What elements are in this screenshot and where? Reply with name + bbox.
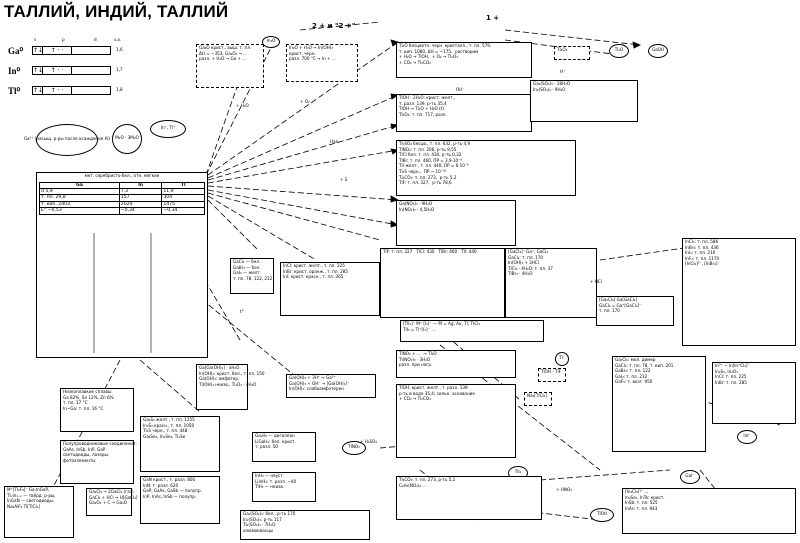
orbital-d-cell — [71, 66, 111, 75]
indium-halides-box: InCl: крист. желт., т. пл. 225 InBr: крист. оранж., т. пл. 285 InI: крист. красн., т. пл. 365 — [280, 262, 380, 316]
ga2o-box: Ga₂O крист., выш. т. пл. ΔH = −353, Ga₂O₃ → ... разл. + H₂O → Ga + ... — [196, 44, 264, 88]
metal-caption: мет. серебристо-бел., отн. мягкие — [84, 174, 160, 179]
cell: E° −0,53 — [40, 208, 120, 214]
tloh-circle: TlOH — [590, 508, 614, 522]
ga2s3-box: Ga₂S₃ желт., т. пл. 1255 In₂S₃ красн., т. пл. 1050 Tl₂S черн., т. пл. 448 Ga₂Se₃, In₂Se₃, Tl₂Se — [140, 416, 220, 472]
line-label-hno3: + HNO₃ — [556, 488, 572, 493]
cell: −0,34 — [162, 208, 205, 214]
col-ga: Ga — [40, 182, 120, 188]
ga3-solution-circle: Ga³⁺ (насыщ. р-ры после осаждения Al) — [36, 124, 98, 156]
orbital-s-cell: ↑↓ — [33, 67, 44, 74]
tl-reactions-box: [TlI₄]⁻ M⁺ [I₃]⁻ — M = Ag, Au, Tl; TlCl₃ TlI₃ = Tl⁺[I₃]⁻ ... — [400, 320, 544, 342]
orbital-d-cell — [71, 46, 111, 55]
ga-compounds-mid-box: Ga[Ga(OH)₄] · xH₂O In(OH)₃: крист. бел., т. пл. 150 Ga(OH)₃: амфотер. Tl(OH)₃ неизв., Tl₂O₃ · xH₂O — [196, 364, 248, 410]
tl2o-circle: Tl₂O — [609, 44, 629, 58]
orbital-s-cell: ↑↓ — [33, 47, 44, 54]
tloh-box: TlOH · 2H₂O: крист. желт., т. разл. 139, р-ть 35,4 TlOH → Tl₂O + H₂O (t) Tl₂O₃: т. пл. 717, разл. — [396, 94, 532, 132]
cell: d 5,9 — [40, 189, 120, 195]
line-label-halogen: Hal₂ — [330, 140, 339, 145]
line-label-hcl: + HCl — [590, 280, 602, 285]
element-tl-config — [32, 86, 110, 95]
line-label-base: OH⁻ — [456, 88, 465, 93]
line-label-h2so4: + H₂SO₄ — [360, 440, 378, 445]
line-label-sulfur: + S — [340, 178, 348, 183]
element-in-value: 1,7 — [116, 68, 123, 73]
col-in: In — [119, 182, 162, 188]
element-in-config — [32, 66, 110, 75]
in-tl-hydride-box: InH₃ — неуст. LiInH₄: т. разл. −40 TlH₃ — неизв. — [252, 472, 316, 502]
cell: т. кип. 2403 — [40, 201, 120, 207]
metal-properties-table — [36, 172, 208, 358]
tlno3-circle: TlNO₃ — [342, 441, 366, 455]
tl3-halides-box: [GaCl₄]⁻ Ga⁺, GaCl₂ GaCl₂: т. пл. 170 In(OH)₃ + 3HCl TlCl₃ · 4H₂O: т. пл. 37 TlBr₃ · 4H₂O — [505, 248, 597, 318]
config-header-s: s — [34, 38, 37, 43]
config-header-p: p — [62, 38, 65, 43]
orbital-p-cell: ↑ · · — [42, 86, 72, 95]
in-tl-ion-circle: In⁺, Tl⁺ — [150, 120, 186, 138]
thallium-salts-box: Tl₂SO₄ бесцв., т. пл. 632, р-ть 4,9 TlNO₃: т. пл. 206, р-ть 9,55 TlCl бел. т. пл. 430, р-ть 0,32 TlBr: т. пл. 460, ПР = 3,9·10⁻⁶ TlI желт., т. пл. 440, ПР = 6·10⁻⁸ Tl₂S черн., ПР ~ 10⁻²⁰ Tl₂CO₃: т. пл. 273, р-ть 5,2 TlF: т. пл. 327, р-ть 78,6 — [396, 140, 576, 196]
sulfate-right-box: Ga₂(SO₄)₃ · 18H₂O In₂(SO₄)₃ · 9H₂O — [530, 80, 638, 122]
oxidation-state-1-label: 1 + — [486, 14, 500, 22]
orbital-p-cell: ↑ · · — [42, 46, 72, 55]
page-title: ТАЛЛИЙ, ИНДИЙ, ТАЛЛИЙ — [4, 2, 229, 21]
orbital-s-cell: ↑↓ — [33, 87, 44, 94]
tl-minus-circle: Tl⁻ — [555, 352, 569, 366]
alloys-box: Низкоплавкие сплавы: Ga 82%, Sn 12%, Zn 6% т. пл. 17 °C In−Ga: т. пл. 16 °C — [60, 388, 134, 432]
indium-mixed-box: In³⁺ − In[In⁺Cl₄]⁻ In₂S₃, In₂O₃ InCl: т. пл. 225 InBr: т. пл. 285 — [712, 362, 796, 424]
cell: −0,34 — [119, 208, 162, 214]
cell: 7,3 — [119, 189, 162, 195]
gallane-box: Ga₂H₆ — дигаллан LiGaH₄: бел. крист. т. разл. 50 — [252, 432, 316, 462]
cell: 1475 — [162, 201, 205, 207]
ga-no3-box: Ga(NO₃)₃ · 9H₂O In(NO₃)₃ · 4,5H₂O — [396, 200, 516, 246]
col-tl: Tl — [162, 182, 205, 188]
indium-trihalides-box: InCl₃: т. пл. 586 InBr₃: т. пл. 436 InI₃: т. пл. 210 InF₃: т. пл. 1170 [InCl₆]³⁻, [InBr₄]⁻ — [682, 238, 796, 346]
tl-nitrate-box: TlNO₃ + ... → Tl₂O Tl(NO₃)₃ · 3H₂O разл. при нагр. — [396, 350, 516, 378]
tl2co3-box: Tl₂CO₃: т. пл. 273, р-ть 5,2 C₂H₅(NO₂)₂ … — [396, 476, 542, 520]
element-ga-value: 1,6 — [116, 48, 123, 53]
inl-circle: InI⁻ — [737, 430, 757, 444]
gaoh-circle: GaOH — [648, 44, 668, 58]
tloh-lower-box: TlOH: крист. желт., т. разл. 139 р-ть в воде 35,4; сильн. основание + CO₂ → Tl₂CO₃ — [396, 384, 516, 458]
tli2-circle: TlI₂ — [508, 466, 528, 480]
tioh-top-box: TlOH · TlF — [538, 368, 566, 382]
in2o-circle: In₂O — [262, 36, 280, 48]
indium-chalcogenides-box: [In₂Cl₉]³⁻ ... In₂Se₃, InTe: крист. InSb: т. пл. 525 InAs: т. пл. 943 — [622, 488, 796, 534]
config-header-d: d — [94, 38, 97, 43]
cell: 304 — [162, 195, 205, 201]
cell: 157 — [119, 195, 162, 201]
mixed-compounds-box: M⁺[Tl₂F₉]⁻ Ga·InGaP, TlₓIn₁₋ₓ — твёрд. р-ры, InGaN — светодиоды, Na₃AlF₆ Tl[TlCl₄] — [4, 486, 74, 538]
cell: 11,9 — [162, 189, 205, 195]
ga-hydroxide-box: Ga(OH)₃ + 3H⁺ → Ga³⁺ Ga(OH)₃ + OH⁻ → [Ga(OH)₄]⁻ In(OH)₃: слабоамфотерен — [286, 374, 376, 398]
gan-box: GaN крист., т. разл. 800 InN: т. разл. 620 GaP, GaAs, GaSb — полупр. InP, InAs, InSb — полупр. — [140, 476, 220, 524]
semiconductor-box: Полупроводниковые соединения: GaAs, InSb, InP, GaP светодиоды, лазеры, фотоэлементы — [60, 440, 134, 484]
in2o-box: In₂O + H₂O → In(OH)₃ крист. черн. разл. 700 °C → In + ... — [286, 44, 358, 82]
line-label-heat: t° — [240, 310, 244, 315]
ga-cl-box: Ga₂Cl₆ → 2GaCl₃ (газ) GaCl₃ + HCl → H[GaCl₄] Ga₂O₃ + C → Ga₂O — [86, 488, 132, 516]
orbital-p-cell: ↑ · · — [42, 66, 72, 75]
gai-circle: GaI⁻ — [680, 470, 700, 484]
table-row — [40, 208, 205, 214]
gallium-trihalides-box: Ga₂Cl₆: мол. димер GaCl₃: т. пл. 78, т. кип. 201 GaBr₃: т. пл. 122 GaI₃: т. пл. 212 GaF₃: т. возг. 950 — [612, 356, 706, 452]
properties-grid — [39, 182, 205, 215]
gallium-halides-box: GaCl₃ — бел. GaBr₃ — бел. GaI₃ — желт. т. пл. 78, 122, 212 — [230, 258, 274, 294]
element-tl-value: 1,8 — [116, 88, 123, 93]
oxidation-state-2-label: 2 + и "2 +" — [312, 22, 356, 30]
m-halogen-box: [Ga₂Cl₆] Ga[GaCl₄] GaCl₂ = Ga⁺[GaCl₄]⁻ т. пл. 170 — [596, 296, 674, 326]
thallium-halides-table: TlF: т. пл. 327 TlCl: 430 TlBr: 460 TlI: 440 — [380, 248, 505, 318]
tl2o3-top-box: Tl₂O₃ — [554, 46, 590, 60]
line-label-oxygen: + O₂ — [300, 100, 310, 105]
nb-right-box: Na₃[TlCl₆] — [524, 392, 552, 406]
m2o-circle: M₂O · 3M₂O — [112, 124, 142, 154]
orbital-d-cell — [71, 86, 111, 95]
element-ga-symbol: Ga⁰ — [8, 46, 24, 56]
config-header-so: s.o. — [114, 38, 122, 43]
line-label-acid: H⁺ — [560, 70, 566, 75]
cell: т. пл. 29,8 — [40, 195, 120, 201]
line-label-water: + H₂O — [236, 104, 249, 109]
tl2o-main-box: Tl₂O бесцветн. черн. кристалл., т. пл. 579, т. кип. 1080, ΔH = −175, растворим + H₂O → TlOH, + O₂ → Tl₂O₃ + CO₂ → Tl₂CO₃ — [396, 42, 532, 78]
table-column-lines — [37, 233, 209, 353]
element-in-symbol: In⁰ — [8, 66, 21, 76]
element-tl-symbol: Tl⁰ — [8, 86, 21, 96]
cell: 2024 — [119, 201, 162, 207]
sulfate-box: Ga₂(SO₄)₃: бел., р-ть 170 In₂(SO₄)₃: р-ть 117 Tl₂(SO₄)₃ · 7H₂O алюмоквасцы — [240, 510, 370, 540]
element-ga-config — [32, 46, 110, 55]
